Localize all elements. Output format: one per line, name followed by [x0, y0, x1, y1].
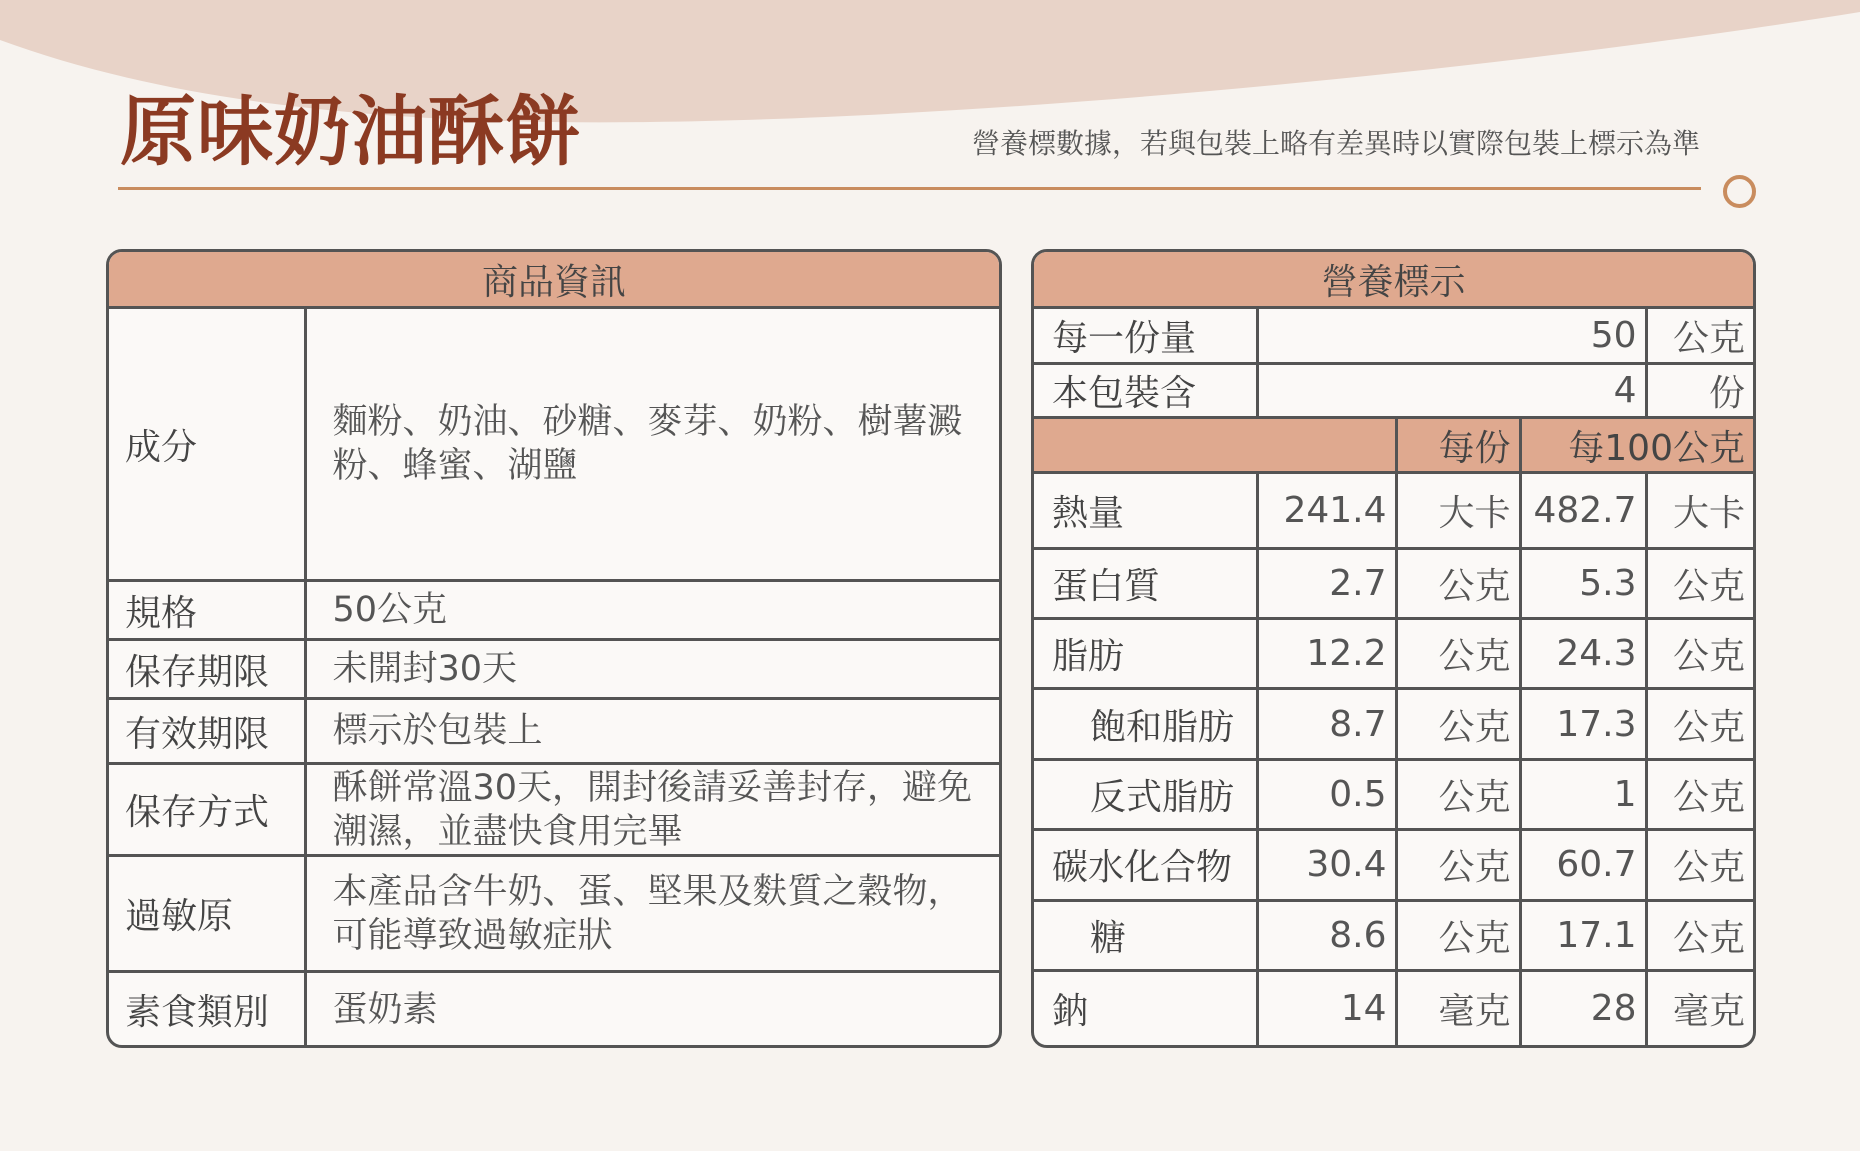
nutrient-row — [1034, 689, 1753, 759]
servings-unit: 份 — [1646, 363, 1753, 417]
row-value: 麵粉、奶油、砂糖、麥芽、奶粉、樹薯澱粉、蜂蜜、湖鹽 — [305, 308, 999, 581]
per-serving-value: 2.7 — [1257, 548, 1396, 618]
product-info-heading: 商品資訊 — [109, 252, 999, 308]
serving-size-unit: 公克 — [1646, 308, 1753, 363]
row-label: 有效期限 — [109, 699, 305, 764]
nutrient-label: 鈉 — [1034, 971, 1257, 1046]
row-label: 規格 — [109, 581, 305, 640]
per-serving-value: 8.7 — [1257, 689, 1396, 759]
per-serving-value: 14 — [1257, 971, 1396, 1046]
per-serving-unit: 公克 — [1396, 830, 1520, 900]
per-100g-value: 28 — [1520, 971, 1646, 1046]
product-info-panel — [106, 249, 1002, 1048]
per-100g-value: 17.1 — [1520, 900, 1646, 970]
per-serving-unit: 大卡 — [1396, 473, 1520, 548]
per-serving-unit: 公克 — [1396, 619, 1520, 689]
per-100g-unit: 公克 — [1646, 689, 1753, 759]
circle-marker-icon — [1723, 175, 1756, 208]
table-row — [109, 764, 999, 856]
nutrient-row — [1034, 619, 1753, 689]
page-title: 原味奶油酥餅 — [120, 87, 582, 176]
per-100g-unit: 毫克 — [1646, 971, 1753, 1046]
per-100g-unit: 公克 — [1646, 900, 1753, 970]
per-100g-unit: 公克 — [1646, 619, 1753, 689]
table-row — [109, 308, 999, 581]
row-label: 素食類別 — [109, 972, 305, 1047]
per-100g-header: 每100公克 — [1520, 417, 1753, 472]
per-100g-unit: 公克 — [1646, 548, 1753, 618]
row-value: 標示於包裝上 — [305, 699, 999, 764]
row-label: 過敏原 — [109, 856, 305, 972]
nutrient-row — [1034, 971, 1753, 1046]
per-100g-value: 17.3 — [1520, 689, 1646, 759]
per-serving-value: 8.6 — [1257, 900, 1396, 970]
per-100g-value: 24.3 — [1520, 619, 1646, 689]
per-100g-value: 5.3 — [1520, 548, 1646, 618]
per-serving-unit: 公克 — [1396, 548, 1520, 618]
nutrient-row — [1034, 900, 1753, 970]
nutrient-row — [1034, 548, 1753, 618]
row-label: 保存期限 — [109, 640, 305, 699]
nutrient-label: 熱量 — [1034, 473, 1257, 548]
per-100g-value: 1 — [1520, 759, 1646, 829]
row-value: 酥餅常溫30天，開封後請妥善封存，避免潮濕，並盡快食用完畢 — [305, 764, 999, 856]
per-100g-value: 60.7 — [1520, 830, 1646, 900]
nutrient-label: 脂肪 — [1034, 619, 1257, 689]
row-label: 成分 — [109, 308, 305, 581]
per-100g-unit: 公克 — [1646, 830, 1753, 900]
servings-value: 4 — [1257, 363, 1646, 417]
row-value: 蛋奶素 — [305, 972, 999, 1047]
nutrient-label: 糖 — [1034, 900, 1257, 970]
servings-label: 本包裝含 — [1034, 363, 1257, 417]
servings-row — [1034, 363, 1753, 417]
table-row — [109, 972, 999, 1047]
serving-size-value: 50 — [1257, 308, 1646, 363]
table-row — [109, 699, 999, 764]
per-serving-unit: 公克 — [1396, 759, 1520, 829]
row-value: 未開封30天 — [305, 640, 999, 699]
nutrient-row — [1034, 759, 1753, 829]
nutrient-row — [1034, 830, 1753, 900]
nutrient-label: 碳水化合物 — [1034, 830, 1257, 900]
table-row — [109, 581, 999, 640]
title-underline — [118, 187, 1701, 190]
serving-size-label: 每一份量 — [1034, 308, 1257, 363]
nutrient-row — [1034, 473, 1753, 548]
per-100g-unit: 公克 — [1646, 759, 1753, 829]
column-header-blank — [1034, 417, 1396, 472]
per-serving-value: 30.4 — [1257, 830, 1396, 900]
row-value: 50公克 — [305, 581, 999, 640]
per-serving-value: 12.2 — [1257, 619, 1396, 689]
product-info-table — [109, 252, 999, 1047]
per-serving-unit: 毫克 — [1396, 971, 1520, 1046]
per-100g-value: 482.7 — [1520, 473, 1646, 548]
nutrient-label: 飽和脂肪 — [1034, 689, 1257, 759]
row-label: 保存方式 — [109, 764, 305, 856]
per-serving-header: 每份 — [1396, 417, 1520, 472]
table-row — [109, 640, 999, 699]
per-serving-unit: 公克 — [1396, 689, 1520, 759]
nutrient-label: 蛋白質 — [1034, 548, 1257, 618]
nutrition-heading: 營養標示 — [1034, 252, 1753, 308]
per-100g-unit: 大卡 — [1646, 473, 1753, 548]
nutrient-label: 反式脂肪 — [1034, 759, 1257, 829]
nutrition-panel — [1031, 249, 1756, 1048]
per-serving-value: 241.4 — [1257, 473, 1396, 548]
table-row — [109, 856, 999, 972]
nutrition-table — [1034, 252, 1753, 1045]
serving-size-row — [1034, 308, 1753, 363]
column-header-row — [1034, 417, 1753, 472]
per-serving-unit: 公克 — [1396, 900, 1520, 970]
row-value: 本產品含牛奶、蛋、堅果及麩質之穀物，可能導致過敏症狀 — [305, 856, 999, 972]
per-serving-value: 0.5 — [1257, 759, 1396, 829]
disclaimer-note: 營養標數據，若與包裝上略有差異時以實際包裝上標示為準 — [971, 127, 1700, 160]
